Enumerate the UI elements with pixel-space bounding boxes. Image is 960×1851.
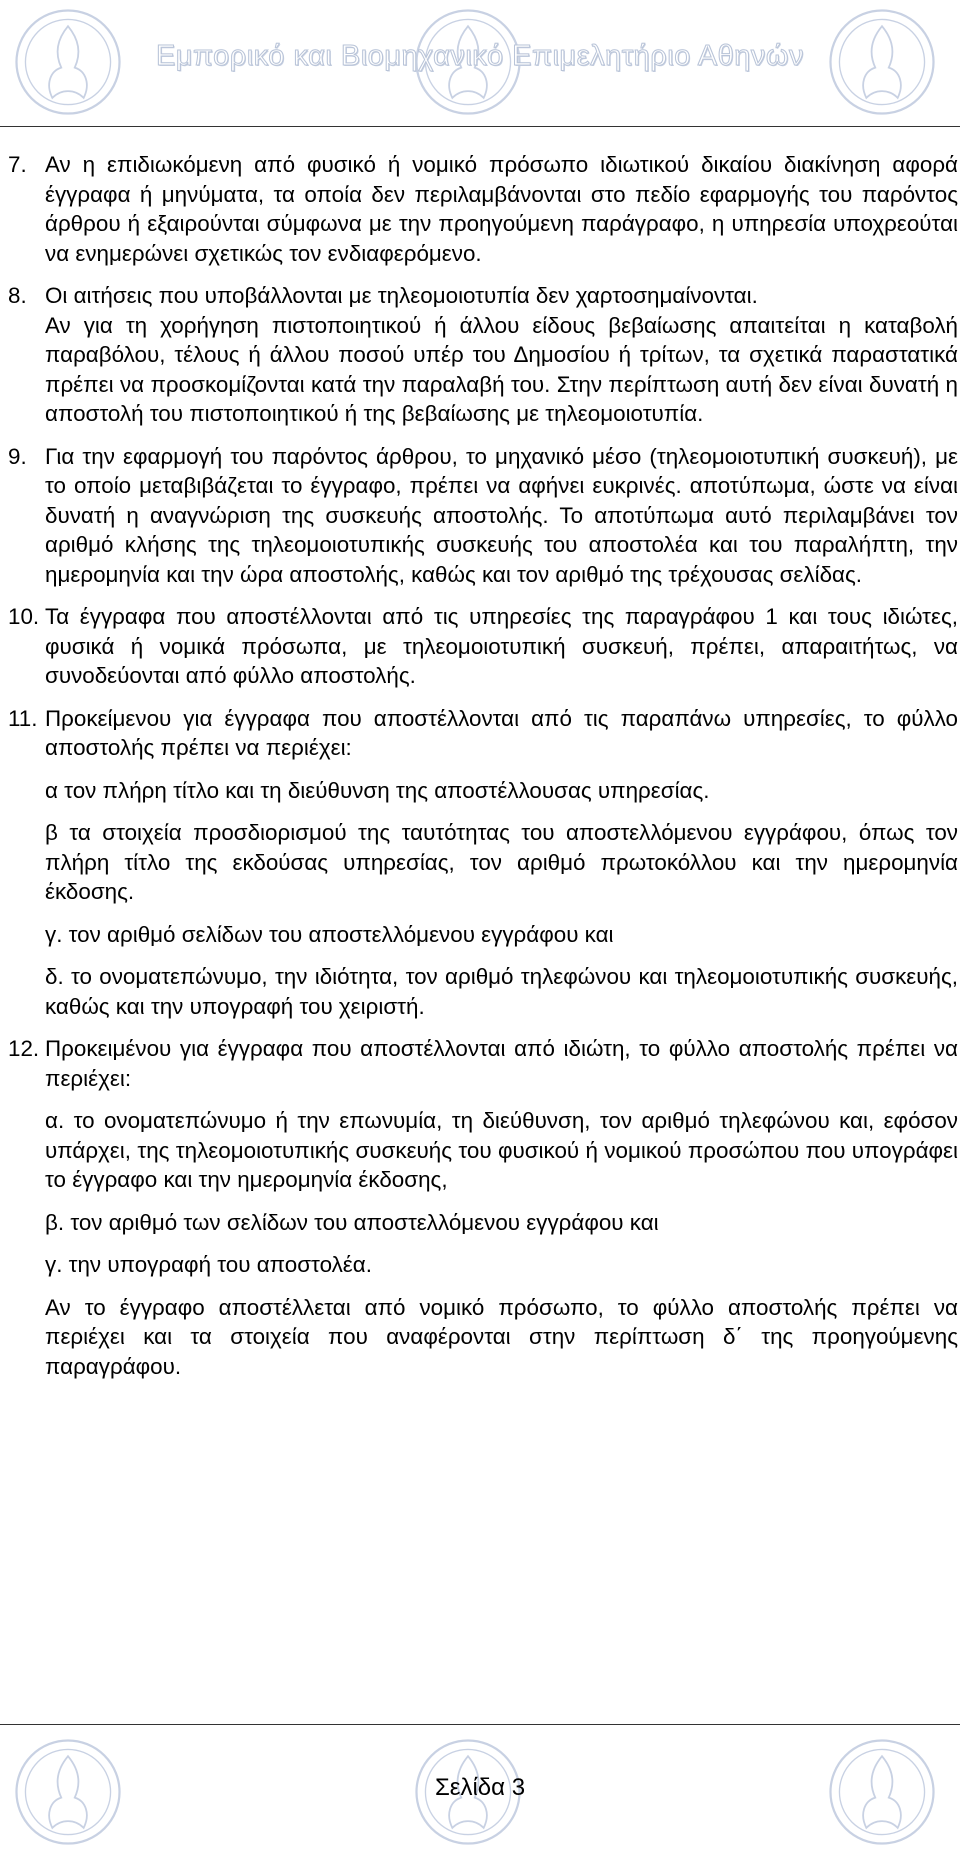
subitem-alpha: α. το ονοματεπώνυμο ή την επωνυμία, τη διεύθυνση, τον αριθμό τηλεφώνου και, εφόσον υπάρχει, της τηλεομοιοτυπικής συσκευής του φυσικού ή νομικού προσώπου που υπογράφει το έγγραφο και την ημερομηνία έκδοσης, xyxy=(45,1108,958,1192)
paragraph-number: 12. xyxy=(8,1036,40,1061)
paragraph-text: Προκειμένου για έγγραφα που αποστέλλονται από ιδιώτη, το φύλλο αποστολής πρέπει να περιέχει: xyxy=(45,1036,958,1091)
paragraph-7 xyxy=(8,150,958,268)
paragraph-11 xyxy=(8,704,958,763)
paragraph-number: 10. xyxy=(8,604,40,629)
paragraph-lead: Οι αιτήσεις που υποβάλλονται με τηλεομοιοτυπία δεν χαρτοσημαίνονται. xyxy=(45,283,758,308)
paragraph-9 xyxy=(8,442,958,590)
footer-rule xyxy=(0,1724,960,1725)
subitem-gamma: γ. την υπογραφή του αποστολέα. xyxy=(45,1252,372,1277)
paragraph-text: Αν για τη χορήγηση πιστοποιητικού ή άλλου είδους βεβαίωσης απαιτείται η καταβολή παραβόλου, τέλους ή άλλου ποσού υπέρ του Δημοσίου ή τρίτων, τα σχετικά παραστατικά πρέπει να προσκομίζονται κατά την παραλαβή του. Στην περίπτωση αυτή δεν είναι δυνατή η αποστολή του πιστοποιητικού ή της βεβαίωσης με τηλεομοιοτυπία. xyxy=(45,312,958,426)
paragraph-text: Τα έγγραφα που αποστέλλονται από τις υπηρεσίες της παραγράφου 1 και τους ιδιώτες, φυσικά ή νομικά πρόσωπα, με τηλεομοιοτυπική συσκευή, πρέπει, απαραιτήτως, να συνοδεύονται από φύλλο αποστολής. xyxy=(45,604,958,688)
paragraph-number: 11. xyxy=(8,705,38,731)
closing-note: Αν το έγγραφο αποστέλλεται από νομικό πρόσωπο, το φύλλο αποστολής πρέπει να περιέχει και τα στοιχεία που αναφέρονται στην περίπτωση δ΄ της προηγούμενης παραγράφου. xyxy=(45,1294,958,1379)
paragraph-8 xyxy=(8,281,958,429)
document-body xyxy=(8,150,958,1394)
paragraph-body xyxy=(45,281,958,429)
paragraph-10 xyxy=(8,602,958,691)
paragraph-number: 8. xyxy=(8,283,27,308)
page-header xyxy=(0,0,960,128)
subitem-gamma: γ. τον αριθμό σελίδων του αποστελλόμενου εγγράφου και xyxy=(45,921,614,947)
paragraph-text: Αν η επιδιωκόμενη από φυσικό ή νομικό πρόσωπο ιδιωτικού δικαίου διακίνηση αφορά έγγραφα ή μηνύματα, τα οποία δεν περιλαμβάνονται στο πεδίο εφαρμογής του παρόντος άρθρου ή εξαιρούνται σύμφωνα με την προηγούμενη παράγραφο, η υπηρεσία υποχρεούται να ενημερώνει σχετικώς τον ενδιαφερόμενο. xyxy=(45,152,958,266)
subitem-beta: β τα στοιχεία προσδιορισμού της ταυτότητας του αποστελλόμενου εγγράφου, όπως τον πλήρη τίτλο της εκδούσας υπηρεσίας, τον αριθμό πρωτοκόλλου και την ημερομηνία έκδοσης. xyxy=(45,820,958,904)
subitem-delta: δ. το ονοματεπώνυμο, την ιδιότητα, τον αριθμό τηλεφώνου και τηλεομοιοτυπικής συσκευής, καθώς και την υπογραφή του χειριστή. xyxy=(45,964,958,1019)
paragraph-number: 9. xyxy=(8,443,27,469)
paragraph-text: Προκείμενου για έγγραφα που αποστέλλονται από τις παραπάνω υπηρεσίες, το φύλλο αποστολής πρέπει να περιέχει: xyxy=(45,705,958,760)
subitem-beta: β. τον αριθμό των σελίδων του αποστελλόμενου εγγράφου και xyxy=(45,1209,659,1235)
header-rule xyxy=(0,126,960,127)
paragraph-text: Για την εφαρμογή του παρόντος άρθρου, το μηχανικό μέσο (τηλεομοιοτυπική συσκευή), με το οποίο μεταβιβάζεται το έγγραφο, πρέπει να αφήνει ευκρινές. αποτύπωμα, ώστε να είναι δυνατή η αναγνώριση της συσκευής αποστολής. Το αποτύπωμα αυτό περιλαμβάνει τον αριθμό κλήσης της τηλεομοιοτυπικής συσκευής του αποστολέα και του παραλήπτη, την ημερομηνία και την ώρα αποστολής, καθώς και τον αριθμό της τρέχουσας σελίδας. xyxy=(45,443,958,587)
subitem-alpha: α τον πλήρη τίτλο και τη διεύθυνση της αποστέλλουσας υπηρεσίας. xyxy=(45,777,710,803)
header-title: Εμπορικό και Βιομηχανικό Επιμελητήριο Αθηνών xyxy=(155,40,805,72)
paragraph-12 xyxy=(8,1034,958,1093)
paragraph-number: 7. xyxy=(8,152,27,177)
page-number: Σελίδα 3 xyxy=(434,1774,526,1801)
